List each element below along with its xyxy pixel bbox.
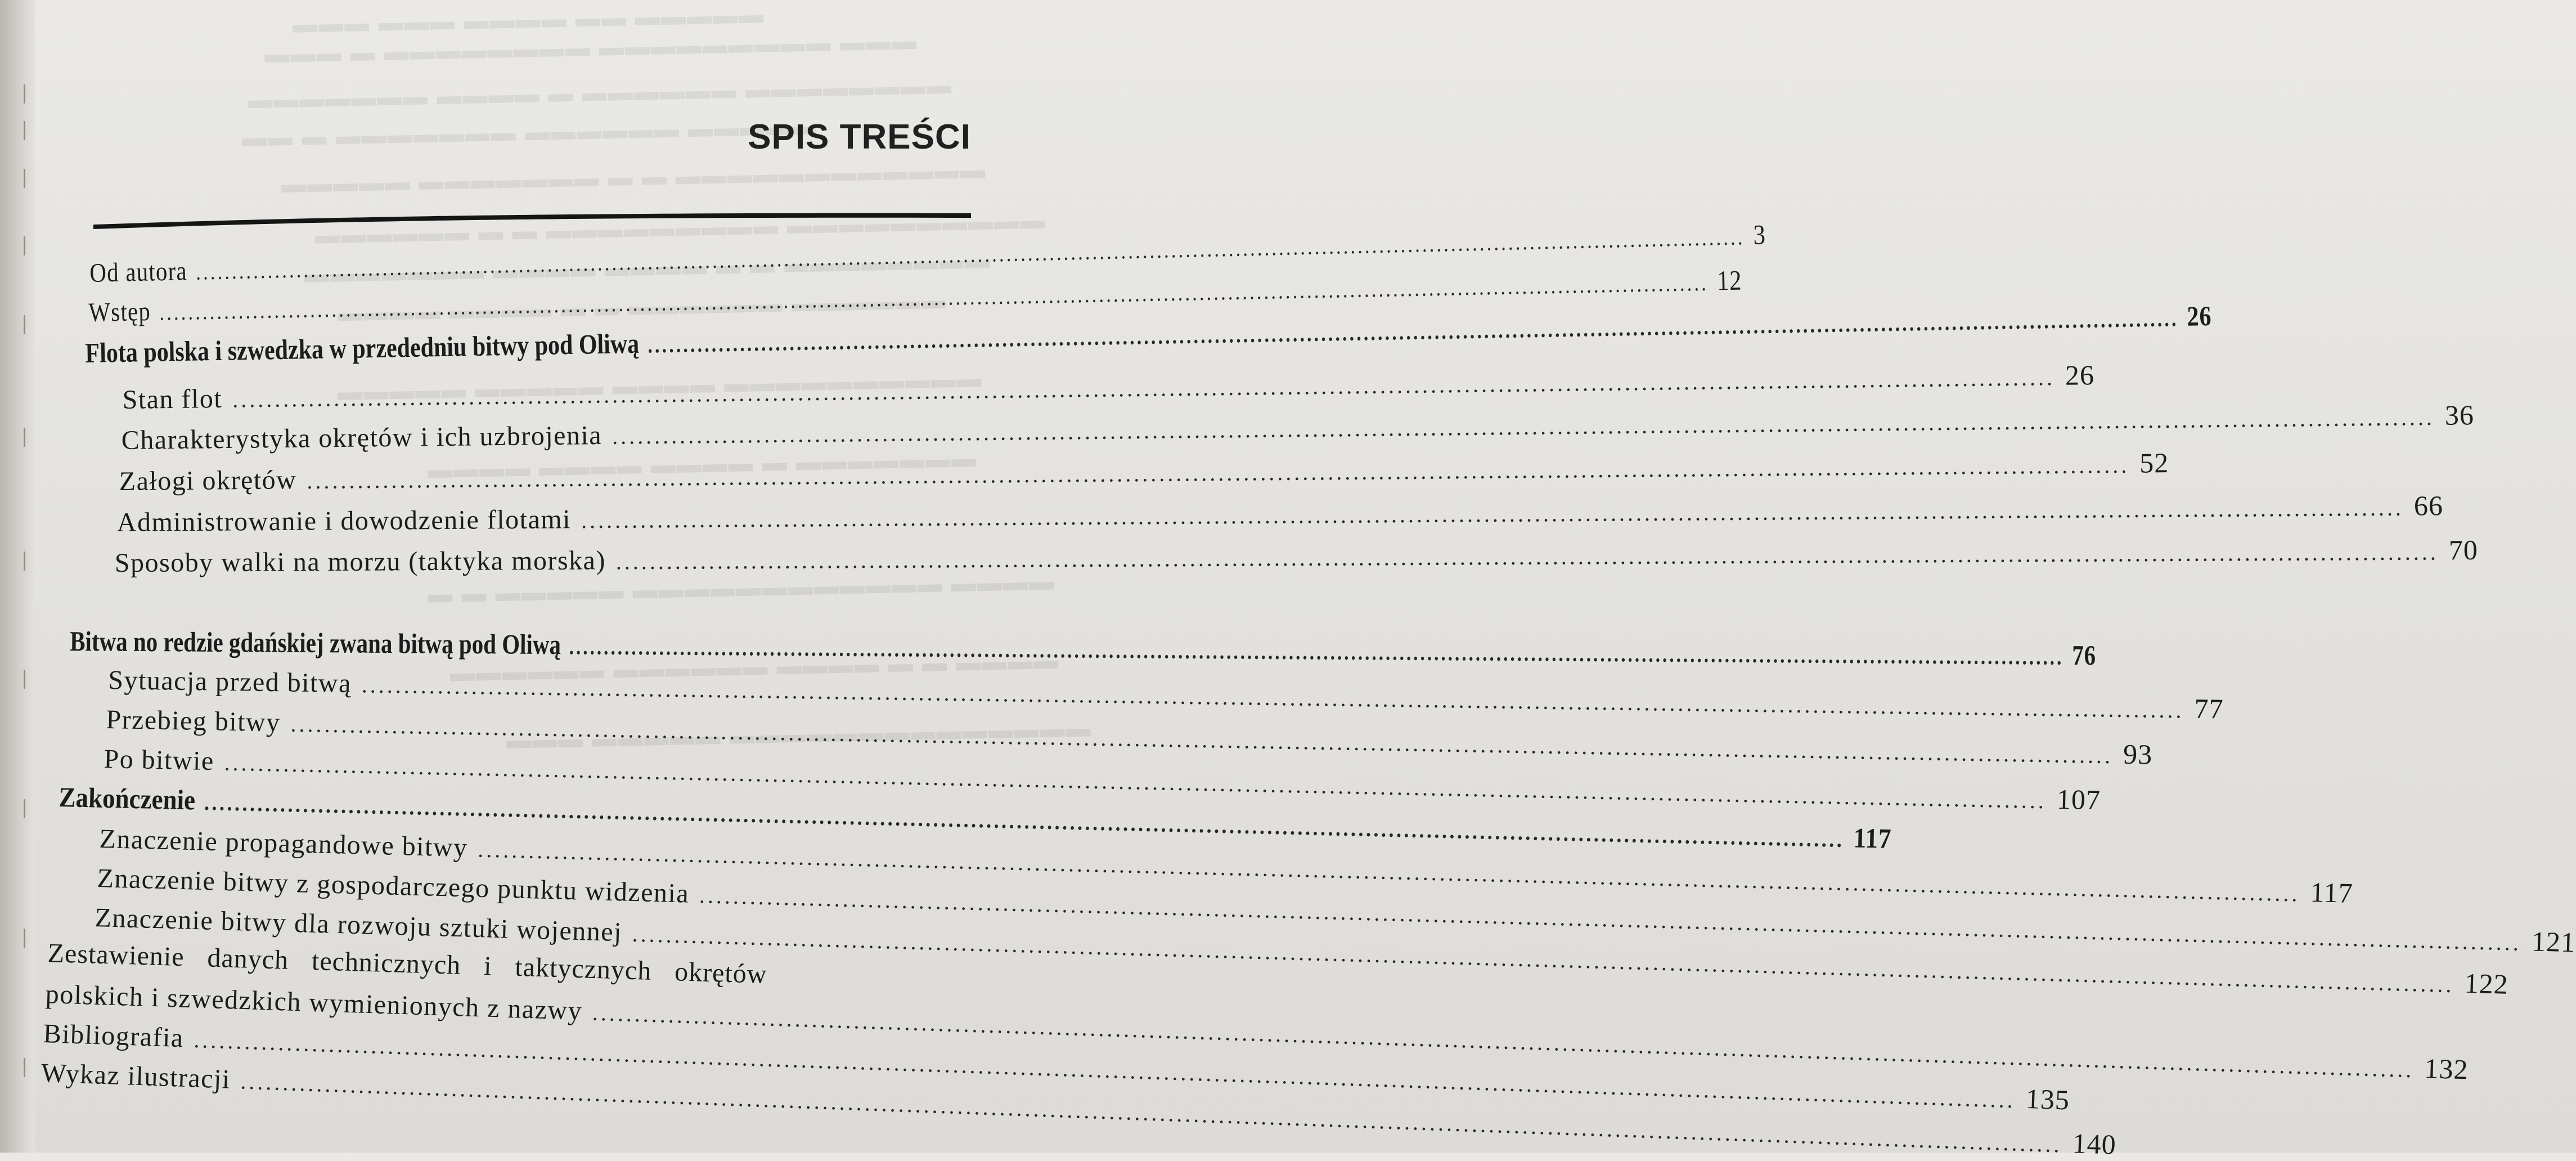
toc-subentry <box>114 534 2478 579</box>
page-number: 135 <box>2025 1082 2070 1116</box>
entry-title: Stan flot <box>122 383 223 415</box>
page-number: 140 <box>2071 1127 2117 1160</box>
entry-title: Przebieg bitwy <box>106 705 281 738</box>
entry-title: Znaczenie bitwy dla rozwoju sztuki wojennej <box>95 903 623 948</box>
page-number: 66 <box>2413 490 2444 522</box>
leader-dots <box>581 495 2404 534</box>
page-number: 12 <box>1716 264 1742 297</box>
entry-title-line1: Zestawienie danych technicznych i taktycznych okrętów <box>47 938 768 989</box>
page-number: 76 <box>2072 639 2097 671</box>
toc-chapter <box>70 625 2097 671</box>
page-title: SPIS TREŚCI <box>748 118 971 156</box>
page-number: 117 <box>1853 822 1892 854</box>
show-through-texture: ▬▬▬ ▬▬▬ ▬▬▬▬ ▬▬ ▬▬▬▬▬ ▬▬▬ ▬ ▬▬▬▬▬▬▬▬ ▬▬▬▬▬▬▬▬▬ ▬▬▬ ▬▬▬▬▬▬▬ ▬▬▬▬ ▬ ▬▬▬▬▬▬ ▬▬▬▬▬▬▬▬ ▬▬ ▬ ▬▬▬▬▬▬▬ ▬▬▬▬▬▬ ▬▬▬▬▬ ▬▬▬▬▬ ▬▬▬▬▬▬▬ ▬ ▬ ▬▬▬▬▬▬▬▬▬▬▬▬ ▬▬▬▬▬▬ ▬ ▬ ▬▬▬▬▬▬▬▬▬ ▬▬▬▬▬▬▬▬▬▬ ▬▬▬▬▬▬▬ ▬▬▬▬ ▬▬▬▬ ▬ ▬ ▬▬▬▬▬▬▬▬ ▬▬▬▬ ▬▬▬▬ ▬ ▬ ▬▬▬▬▬▬ ▬▬▬▬▬▬ ▬▬▬▬▬ ▬▬▬▬▬ ▬▬▬▬ ▬▬▬▬▬▬▬▬▬▬ ▬▬▬▬ ▬▬▬▬ ▬▬▬▬ ▬ ▬▬▬▬▬▬▬ ▬ ▬ ▬▬▬▬▬ ▬▬▬▬▬▬▬▬▬▬▬▬ ▬▬▬▬ ▬▬▬▬▬▬ ▬▬▬▬▬▬ ▬▬▬▬ ▬ ▬ ▬▬▬▬ ▬▬▬ ▬▬▬▬▬ ▬▬▬▬▬▬▬▬▬▬▬▬▬▬ <box>241 1 1092 754</box>
leader-dots <box>648 305 2179 358</box>
page-number: 93 <box>2123 738 2153 770</box>
entry-title: Załogi okrętów <box>119 465 297 497</box>
leader-dots <box>616 539 2439 575</box>
chapter-title: Zakończenie <box>59 781 196 816</box>
entry-title: Sposoby walki na morzu (taktyka morska) <box>114 545 606 578</box>
leader-dots <box>612 404 2435 450</box>
page-number: 26 <box>2187 300 2212 332</box>
entry-title: Charakterystyka okrętów i ich uzbrojenia <box>121 420 603 456</box>
leader-dots <box>569 633 2064 670</box>
entry-title: Sytuacja przed bitwą <box>108 665 352 699</box>
page-number: 36 <box>2444 399 2475 431</box>
leader-dots <box>232 364 2055 413</box>
toc-subentry <box>116 490 2444 538</box>
entry-title: Wykaz ilustracji <box>41 1058 231 1095</box>
page-number: 122 <box>2463 967 2509 1000</box>
entry-title: Od autora <box>89 256 188 289</box>
entry-title: Bibliografia <box>43 1019 185 1054</box>
page-number: 77 <box>2194 692 2224 725</box>
page-number: 117 <box>2309 876 2354 909</box>
page-number: 70 <box>2448 534 2478 566</box>
page-number: 3 <box>1753 218 1766 250</box>
page-number: 107 <box>2056 783 2101 816</box>
page-number: 121 <box>2531 925 2576 958</box>
entry-title: Znaczenie propagandowe bitwy <box>99 824 469 863</box>
entry-title: Znaczenie bitwy z gospodarczego punktu widzenia <box>97 863 690 909</box>
entry-title: Administrowanie i dowodzenie flotami <box>116 504 572 537</box>
page-number: 26 <box>2065 359 2095 391</box>
page-number: 132 <box>2424 1052 2469 1086</box>
entry-title-line2: polskich i szwedzkich wymienionych z nazwy <box>45 979 583 1026</box>
entry-title: Wstęp <box>88 296 151 328</box>
chapter-title: Flota polska i szwedzka w przededniu bitwy pod Oliwą <box>85 327 640 369</box>
chapter-title: Bitwa no redzie gdańskiej zwana bitwą pod Oliwą <box>70 625 561 661</box>
page-number: 52 <box>2139 447 2169 479</box>
entry-title: Po bitwie <box>104 744 215 777</box>
leader-dots <box>307 452 2129 494</box>
toc-subentry <box>119 447 2169 497</box>
toc-subentry <box>122 359 2095 415</box>
